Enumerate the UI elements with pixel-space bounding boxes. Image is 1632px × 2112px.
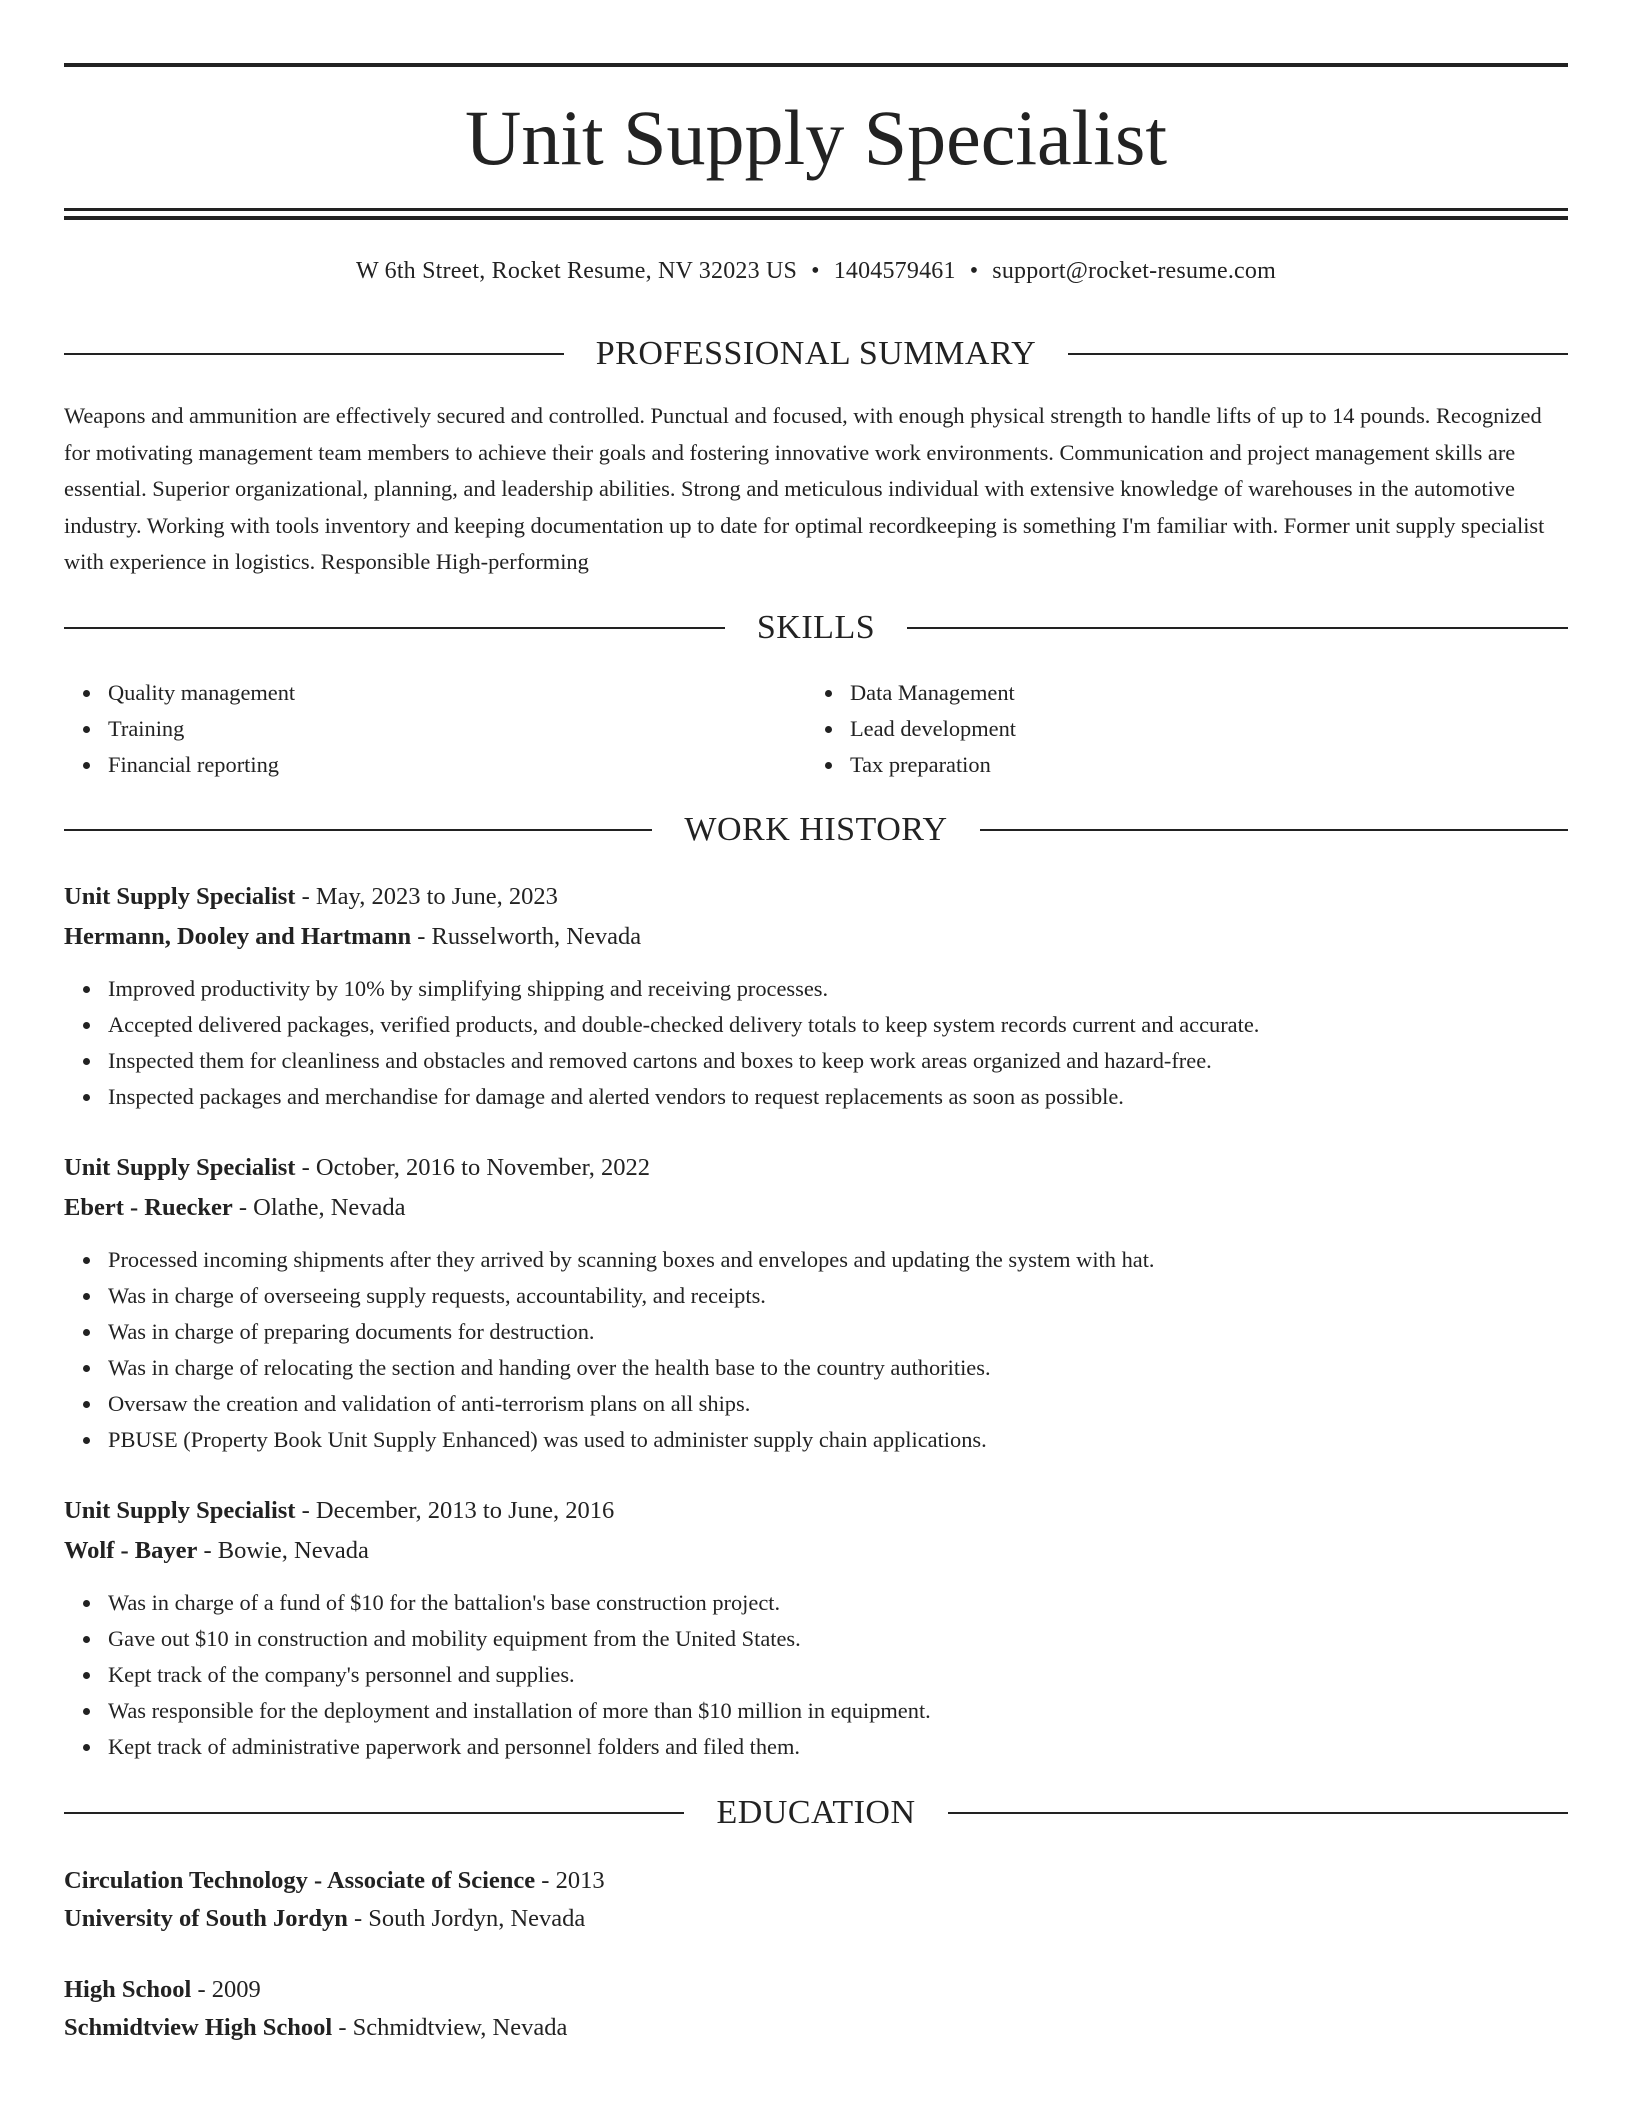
- job-title: Unit Supply Specialist: [64, 1154, 296, 1181]
- job-bullet: Was in charge of relocating the section and handing over the health base to the country authorities.: [108, 1350, 1568, 1386]
- contact-phone: 1404579461: [833, 258, 956, 284]
- skills-list-right: [806, 675, 1016, 783]
- job-title-line: [64, 1491, 614, 1531]
- heading-rule: [1068, 353, 1568, 355]
- education-school-line: [64, 2008, 567, 2048]
- job-title-line: [64, 1148, 650, 1188]
- job-dates: - December, 2013 to June, 2016: [301, 1497, 615, 1524]
- heading-rule: [64, 829, 652, 831]
- skill-item: Quality management: [108, 675, 295, 711]
- skill-item: Tax preparation: [850, 747, 1016, 783]
- skill-item: Financial reporting: [108, 747, 295, 783]
- job-title: Unit Supply Specialist: [64, 1497, 296, 1524]
- job-dates: - May, 2023 to June, 2023: [301, 883, 558, 910]
- job-dates: - October, 2016 to November, 2022: [301, 1154, 651, 1181]
- job-bullet: Was in charge of a fund of $10 for the battalion's base construction project.: [108, 1585, 1568, 1621]
- job-location: - Russelworth, Nevada: [417, 923, 642, 950]
- heading-rule: [64, 353, 564, 355]
- education-school: University of South Jordyn: [64, 1905, 348, 1932]
- job-bullets: [64, 1242, 1568, 1458]
- education-location: - Schmidtview, Nevada: [338, 2014, 568, 2041]
- education-school-line: [64, 1899, 585, 1939]
- education-degree: High School: [64, 1976, 192, 2003]
- job-bullet: PBUSE (Property Book Unit Supply Enhanced) was used to administer supply chain applications.: [108, 1422, 1568, 1458]
- summary-heading-text: PROFESSIONAL SUMMARY: [595, 335, 1037, 372]
- heading-rule: [980, 829, 1568, 831]
- job-employer-line: [64, 1188, 406, 1228]
- job-bullet: Oversaw the creation and validation of anti-terrorism plans on all ships.: [108, 1386, 1568, 1422]
- job-bullet: Improved productivity by 10% by simplifying shipping and receiving processes.: [108, 971, 1568, 1007]
- skills-heading-text: SKILLS: [756, 609, 876, 646]
- summary-text: Weapons and ammunition are effectively secured and controlled. Punctual and focused, with enough physical strength to handle lifts of up to 14 pounds. Recognized for motivating management team members to achieve their goals and fostering innovative work environments. Communication and project management skills are essential. Superior organizational, planning, and leadership abilities. Strong and meticulous individual with extensive knowledge of warehouses in the automotive industry. Working with tools inventory and keeping documentation up to date for optimal recordkeeping is something I'm familiar with. Former unit supply specialist with experience in logistics. Responsible High-performing: [64, 403, 1545, 574]
- job-bullet: Was responsible for the deployment and installation of more than $10 million in equipment.: [108, 1693, 1568, 1729]
- job-employer: Ebert - Ruecker: [64, 1194, 233, 1221]
- contact-email: support@rocket-resume.com: [992, 258, 1276, 284]
- contact-address: W 6th Street, Rocket Resume, NV 32023 US: [356, 258, 798, 284]
- job-employer: Wolf - Bayer: [64, 1537, 198, 1564]
- header-rule-lower: [64, 216, 1568, 220]
- header-top-rule: [64, 63, 1568, 67]
- skill-item: Lead development: [850, 711, 1016, 747]
- job-employer-line: [64, 1531, 369, 1571]
- skill-item: Training: [108, 711, 295, 747]
- heading-rule: [64, 627, 725, 629]
- work-history-heading: [64, 808, 1568, 852]
- job-title: Unit Supply Specialist: [64, 883, 296, 910]
- work-history-heading-text: WORK HISTORY: [684, 811, 948, 848]
- header-rule-upper: [64, 208, 1568, 211]
- job-bullet: Was in charge of overseeing supply requests, accountability, and receipts.: [108, 1278, 1568, 1314]
- heading-rule: [907, 627, 1568, 629]
- education-school: Schmidtview High School: [64, 2014, 333, 2041]
- job-employer: Hermann, Dooley and Hartmann: [64, 923, 412, 950]
- job-location: - Olathe, Nevada: [238, 1194, 406, 1221]
- job-bullet: Was in charge of preparing documents for destruction.: [108, 1314, 1568, 1350]
- contact-line: [64, 254, 1568, 288]
- skill-item: Data Management: [850, 675, 1016, 711]
- education-degree-line: [64, 1861, 605, 1901]
- job-bullet: Kept track of the company's personnel and supplies.: [108, 1657, 1568, 1693]
- skills-list-left: [64, 675, 295, 783]
- education-location: - South Jordyn, Nevada: [353, 1905, 586, 1932]
- job-bullet: Inspected packages and merchandise for damage and alerted vendors to request replacements as soon as possible.: [108, 1079, 1568, 1115]
- job-bullet: Accepted delivered packages, verified products, and double-checked delivery totals to keep system records current and accurate.: [108, 1007, 1568, 1043]
- resume-name: Unit Supply Specialist: [465, 94, 1167, 181]
- education-year: - 2013: [541, 1867, 605, 1894]
- summary-heading: [64, 332, 1568, 376]
- job-bullet: Processed incoming shipments after they arrived by scanning boxes and envelopes and updating the system with hat.: [108, 1242, 1568, 1278]
- contact-separator: •: [811, 258, 820, 284]
- job-bullet: Inspected them for cleanliness and obstacles and removed cartons and boxes to keep work areas organized and hazard-free.: [108, 1043, 1568, 1079]
- job-location: - Bowie, Nevada: [203, 1537, 369, 1564]
- job-bullets: [64, 1585, 1568, 1765]
- heading-rule: [64, 1812, 684, 1814]
- heading-rule: [948, 1812, 1568, 1814]
- education-year: - 2009: [197, 1976, 261, 2003]
- contact-separator: •: [969, 258, 979, 284]
- job-bullet: Gave out $10 in construction and mobility equipment from the United States.: [108, 1621, 1568, 1657]
- job-bullet: Kept track of administrative paperwork and personnel folders and filed them.: [108, 1729, 1568, 1765]
- education-heading-text: EDUCATION: [716, 1794, 916, 1831]
- job-bullets: [64, 971, 1568, 1115]
- education-degree-line: [64, 1970, 261, 2010]
- education-heading: [64, 1791, 1568, 1835]
- skills-heading: [64, 606, 1568, 650]
- education-degree: Circulation Technology - Associate of Science: [64, 1867, 536, 1894]
- job-title-line: [64, 877, 558, 917]
- job-employer-line: [64, 917, 641, 957]
